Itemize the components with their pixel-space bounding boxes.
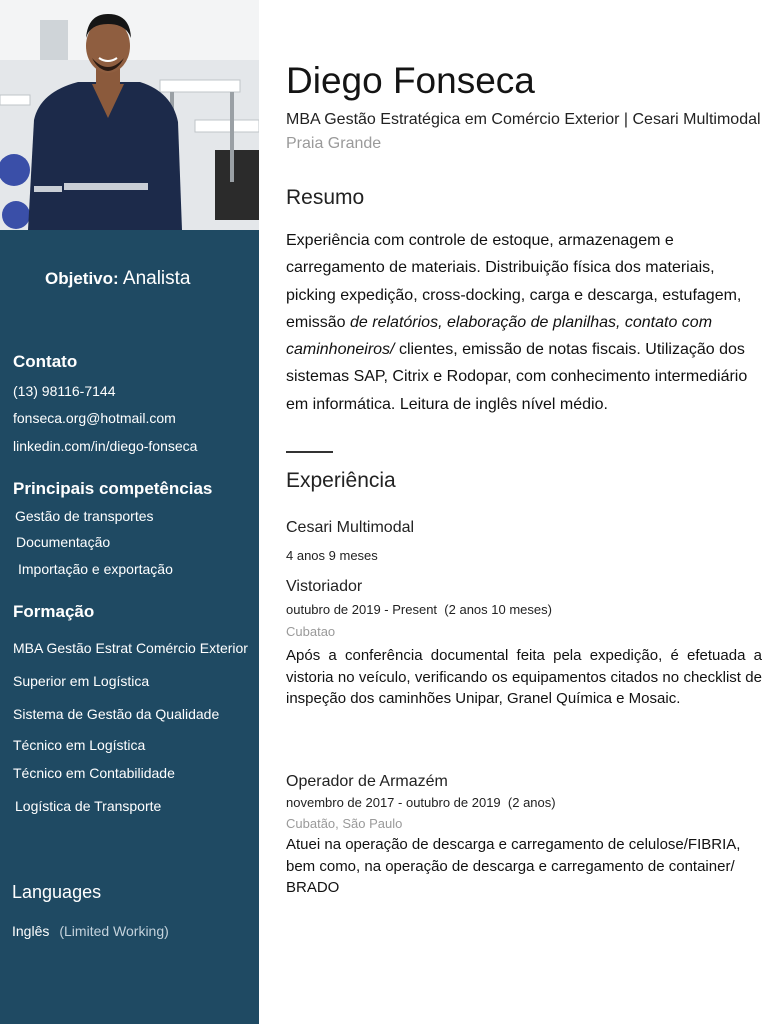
position-place: Cubatao — [286, 624, 336, 639]
education-item: Técnico em Contabilidade — [13, 765, 175, 781]
education-item: Sistema de Gestão da Qualidade — [13, 706, 220, 722]
contact-phone: (13) 98116-7144 — [13, 383, 116, 399]
language-level: (Limited Working) — [59, 923, 169, 939]
language-item — [12, 923, 169, 939]
position-description: Atuei na operação de descarga e carregamento de celulose/FIBRIA, bem como, na operação de descarga e carregamento de container/ BRADO — [286, 836, 741, 896]
education-item: Técnico em Logística — [13, 737, 146, 753]
summary-part-3: clientes, emissão de notas fiscais. Utilização dos sistemas SAP, Citrix e Rodopar, com conhecimento intermediário em informática. Leitura de inglês nível médio. — [286, 341, 748, 413]
position-description: Após a conferência documental feita pela expedição, é efetuada a vistoria no veículo, verificando os equipamentos citados no checklist de inspeção dos caminhões Unipar, Granel Química e Mosaic. — [286, 647, 762, 707]
position-place: Cubatão, São Paulo — [286, 816, 403, 831]
position-dates — [286, 795, 556, 810]
experience-title: Experiência — [286, 469, 396, 492]
education-item: MBA Gestão Estrat Comércio Exterior — [13, 640, 248, 656]
education-title: Formação — [13, 602, 95, 621]
skill-item: Documentação — [16, 534, 111, 550]
sidebar — [0, 0, 259, 1024]
education-item: Superior em Logística — [13, 673, 150, 689]
location: Praia Grande — [286, 135, 382, 152]
summary-part-1: Experiência com controle de estoque, armazenagem e carregamento de materiais. Distribuição física dos materiais, picking expedição, cross-docking, carga e descarga, estufagem, emissão — [286, 232, 742, 331]
objective-value: Analista — [122, 268, 191, 289]
skill-item: Importação e exportação — [18, 561, 173, 577]
contact-linkedin[interactable]: linkedin.com/in/diego-fonseca — [13, 438, 198, 454]
section-divider — [286, 451, 333, 453]
education-item: Logística de Transporte — [15, 798, 162, 814]
language-name: Inglês — [12, 923, 50, 939]
position-duration: (2 anos) — [507, 795, 556, 810]
company-name: Cesari Multimodal — [286, 519, 415, 536]
summary-part-2: de relatórios, elaboração de planilhas, contato com caminhoneiros/ — [286, 313, 713, 359]
headline: MBA Gestão Estratégica em Comércio Exterior | Cesari Multimodal — [286, 111, 761, 128]
profile-photo — [0, 0, 259, 230]
position-role: Operador de Armazém — [286, 773, 448, 790]
skill-item: Gestão de transportes — [15, 508, 154, 524]
summary-text — [286, 227, 768, 418]
company-duration: 4 anos 9 meses — [286, 548, 378, 563]
position-dates — [286, 602, 552, 617]
position-date-range: outubro de 2019 - Present — [286, 602, 438, 617]
position-role: Vistoriador — [286, 578, 363, 595]
position-duration: (2 anos 10 meses) — [444, 602, 552, 617]
objective-label: Objetivo: — [45, 269, 119, 288]
objective — [45, 268, 191, 290]
contact-email[interactable]: fonseca.org@hotmail.com — [13, 410, 176, 426]
languages-title: Languages — [12, 882, 102, 902]
contact-title: Contato — [13, 352, 78, 371]
position-date-range: novembro de 2017 - outubro de 2019 — [286, 795, 501, 810]
skills-title: Principais competências — [13, 479, 213, 498]
candidate-name: Diego Fonseca — [286, 60, 535, 101]
summary-title: Resumo — [286, 186, 365, 209]
